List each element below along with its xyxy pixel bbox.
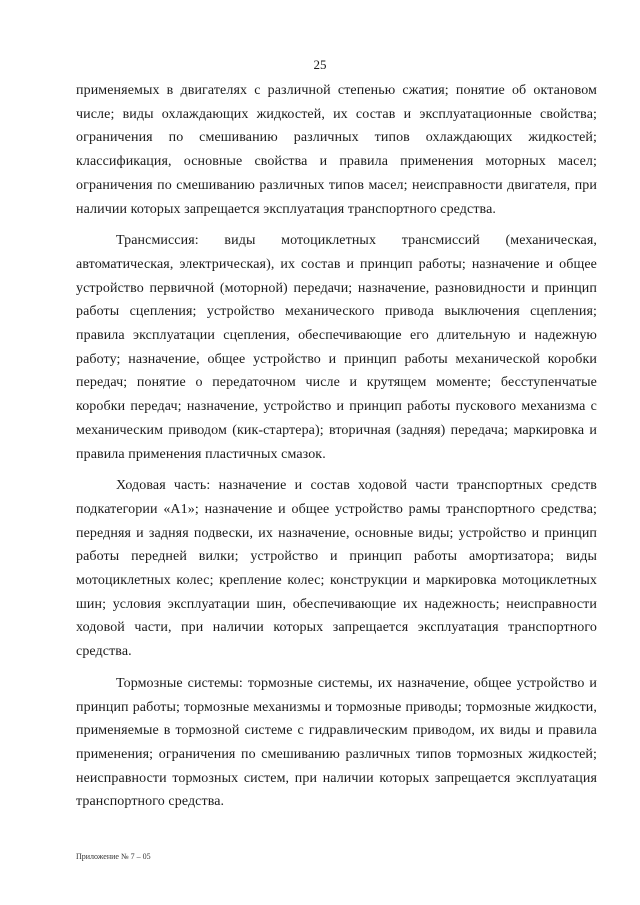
page-footer: Приложение № 7 – 05	[76, 852, 151, 861]
paragraph-brake-systems: Тормозные системы: тормозные системы, их назначение, общее устройство и принцип работы; тормозные механизмы и тормозные приводы; тормозные жидкости, применяемые в тормозной системе с гидравлическим приводом, их виды и правила применения; ограничения по смешиванию различных типов тормозных жидкостей; неисправности тормозных систем, при наличии которых запрещается эксплуатация транспортного средства.	[76, 675, 597, 810]
paragraph-chassis: Ходовая часть: назначение и состав ходовой части транспортных средств подкатегории «A1»; назначение и общее устройство рамы транспортного средства; передняя и задняя подвески, их назначение, основные виды; устройство и принцип работы передней вилки; устройство и принцип работы амортизатора; виды мотоциклетных колес; крепление колес; конструкции и маркировка мотоциклетных шин; условия эксплуатации шин, обеспечивающие их надежность; неисправности ходовой части, при наличии которых запрещается эксплуатация транспортного средства.	[76, 478, 597, 660]
document-body	[76, 79, 597, 814]
page-number: 25	[313, 57, 327, 72]
paragraph-transmission: Трансмиссия: виды мотоциклетных трансмиссий (механическая, автоматическая, электрическая), их состав и принцип работы; назначение и общее устройство первичной (моторной) передачи; назначение, разновидности и принцип работы сцепления; устройство механического привода выключения сцепления; правила эксплуатации сцепления, обеспечивающие его длительную и надежную работу; назначение, общее устройство и принцип работы механической коробки передач; понятие о передаточном числе и крутящем моменте; бесступенчатые коробки передач; назначение, устройство и принцип работы пускового механизма с механическим приводом (кик-стартера); вторичная (задняя) передача; маркировка и правила применения пластичных смазок.	[76, 233, 597, 462]
paragraph-engine-continued: применяемых в двигателях с различной степенью сжатия; понятие об октановом числе; виды охлаждающих жидкостей, их состав и эксплуатационные свойства; ограничения по смешиванию различных типов охлаждающих жидкостей; классификация, основные свойства и правила применения моторных масел; ограничения по смешиванию различных типов масел; неисправности двигателя, при наличии которых запрещается эксплуатация транспортного средства.	[76, 83, 597, 217]
